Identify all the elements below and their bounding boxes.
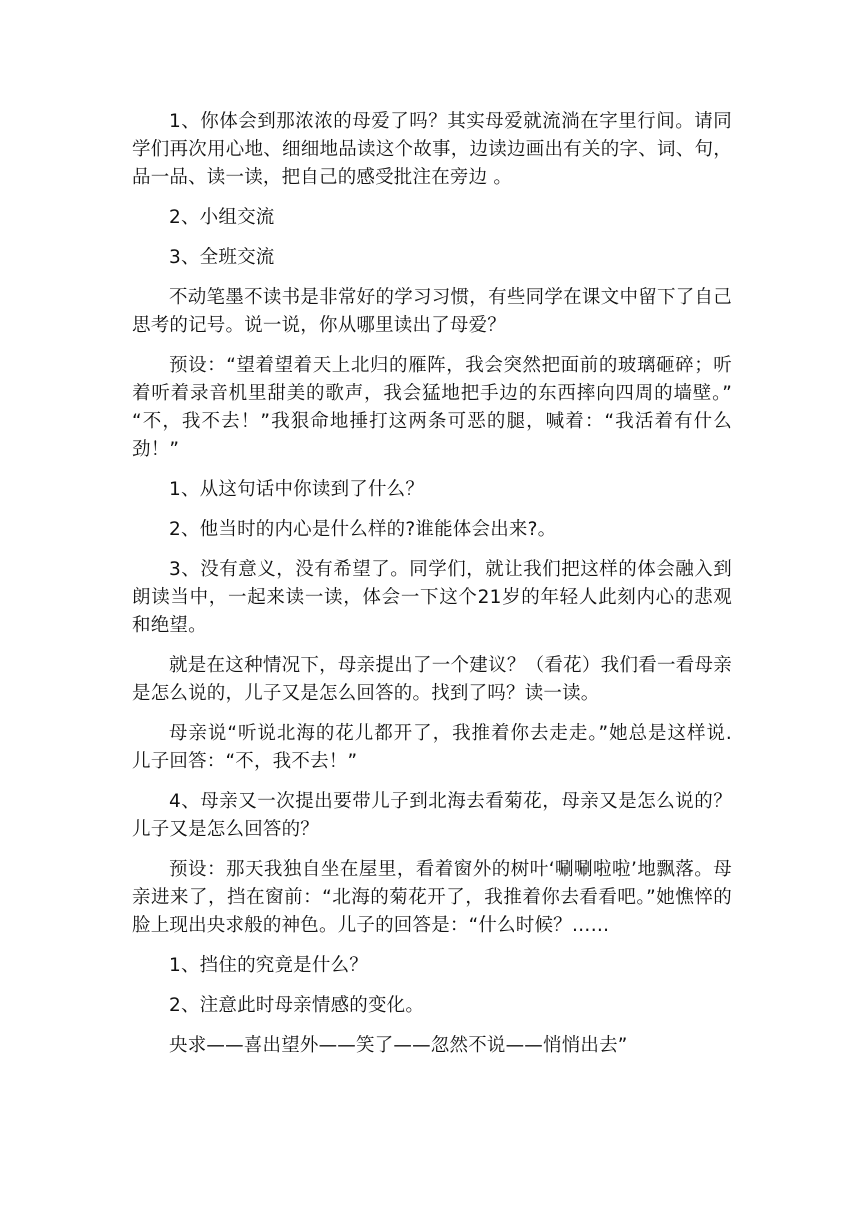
paragraph-group-discussion: 2、小组交流 [169, 207, 275, 228]
paragraph-mother-said: 母亲说“听说北海的花儿都开了，我推着你去走走。”她总是这样说. 儿子回答：“不，我不去！” [132, 723, 732, 772]
paragraph-task-1: 1、你体会到那浓浓的母爱了吗？其实母爱就流淌在字里行间。请同学们再次用心地、细细地品读这个故事，边读边画出有关的字、词、句，品一品、读一读，把自己的感受批注在旁边 。 [132, 111, 732, 188]
paragraph-question-1: 1、从这句话中你读到了什么？ [169, 479, 425, 500]
paragraph-preset-quote-1: 预设：“望着望着天上北归的雁阵，我会突然把面前的玻璃砸碎；听着听着录音机里甜美的歌声，我会猛地把手边的东西摔向四周的墙壁。” “不，我不去！”我狠命地捶打这两条可恶的腿，喊着：“我活着有什么劲！” [132, 355, 732, 460]
paragraph-reading-habit: 不动笔墨不读书是非常好的学习习惯，有些同学在课文中留下了自己思考的记号。说一说，你从哪里读出了母爱？ [132, 287, 732, 336]
paragraph-suggestion: 就是在这种情况下，母亲提出了一个建议？（看花）我们看一看母亲是怎么说的，儿子又是怎么回答的。找到了吗？读一读。 [132, 655, 732, 704]
paragraph-class-discussion: 3、全班交流 [169, 247, 275, 268]
paragraph-question-3: 3、没有意义，没有希望了。同学们，就让我们把这样的体会融入到朗读当中，一起来读一读，体会一下这个21岁的年轻人此刻内心的悲观和绝望。 [132, 559, 732, 636]
paragraph-preset-quote-2: 预设：那天我独自坐在屋里，看着窗外的树叶‘唰唰啦啦’地飘落。母亲进来了，挡在窗前：“北海的菊花开了，我推着你去看看吧。”她憔悴的脸上现出央求般的神色。儿子的回答是：“什么时候？…… [132, 859, 732, 936]
paragraph-blocked: 1、挡住的究竟是什么？ [169, 955, 368, 976]
paragraph-question-2: 2、他当时的内心是什么样的?谁能体会出来?。 [169, 519, 557, 540]
paragraph-question-4: 4、母亲又一次提出要带儿子到北海去看菊花，母亲又是怎么说的？儿子又是怎么回答的？ [132, 791, 732, 840]
paragraph-emotion-change: 2、注意此时母亲情感的变化。 [169, 995, 425, 1016]
paragraph-emotion-sequence: 央求——喜出望外——笑了——忽然不说——悄悄出去” [169, 1035, 628, 1056]
document-body [132, 108, 732, 1060]
